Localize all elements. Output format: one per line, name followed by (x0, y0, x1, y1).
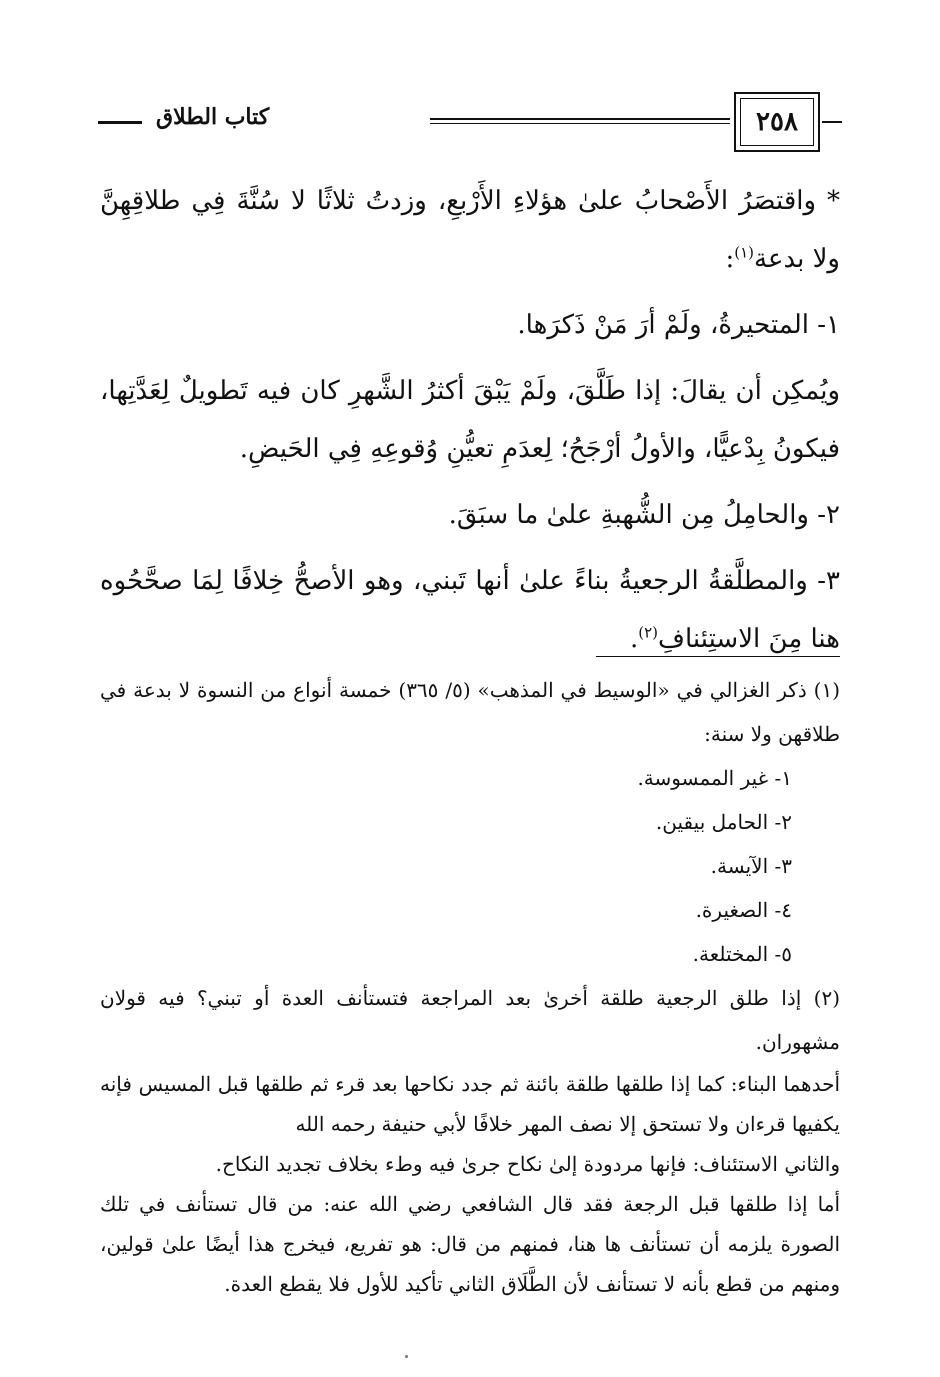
discussion-paragraph: ويُمكِن أن يقالَ: إذا طَلَّقَ، ولَمْ يَبْقَ أكثرُ الشَّهرِ كان فيه تَطويلٌ لِعَدَّتِها، فيكونُ بِدْعيًّا، والأولُ أرْجَحُ؛ لِعدَمِ تعيُّنِ وُقوعِهِ فِي الحَيضِ. (100, 376, 840, 464)
book-title: كتاب الطلاق (156, 104, 270, 130)
footnote-2-para-2: والثاني الاستئناف: فإنها مردودة إلىٰ نكاح جرىٰ فيه وطء بخلاف تجديد النكاح. (215, 1152, 840, 1176)
footnote-1-item: ٤- الصغيرة. (695, 898, 792, 922)
footnote-separator (596, 656, 840, 657)
header-rule-left (98, 121, 142, 124)
footnote-2-para-1: أحدهما البناء: كما إذا طلقها طلقة بائنة ثم جدد نكاحها بعد قرء ثم طلقها قبل المسيس فإنه يكفيها قرءان ولا تستحق إلا نصف المهر خلافًا لأبي حنيفة رحمه الله (100, 1072, 840, 1136)
page-number-frame (734, 92, 820, 152)
main-text (100, 172, 840, 676)
item3-end: . (629, 624, 639, 654)
list-item-1: ١- المتحيرةُ، ولَمْ أرَ مَنْ ذَكرَها. (517, 310, 840, 340)
footnote-1-intro: (١) ذكر الغزالي في «الوسيط في المذهب» (٥/ ٣٦٥) خمسة أنواع من النسوة لا بدعة في طلاقهن ولا سنة: (100, 678, 840, 746)
footnote-2-para-3: أما إذا طلقها قبل الرجعة فقد قال الشافعي رضي الله عنه: من قال تستأنف في تلك الصورة يلزمه أن تستأنف ها هنا، فمنهم من قال: هو تفريع، فيخرج هذا أيضًا علىٰ قولين، ومنهم من قطع بأنه لا تستأنف لأن الطَّلَاق الثاني تأكيد للأول فلا يقطع العدة. (100, 1192, 840, 1296)
header-rule-double (430, 118, 730, 124)
footnote-1-item: ٣- الآيسة. (710, 854, 792, 878)
footnote-ref-1: (١) (734, 243, 754, 262)
list-item-2: ٢- والحامِلُ مِن الشُّهبةِ علىٰ ما سبَقَ. (448, 500, 840, 530)
footnote-2-intro: (٢) إذا طلق الرجعية طلقة أخرىٰ بعد المراجعة فتستأنف العدة أو تبني؟ فيه قولان مشهوران. (100, 986, 840, 1054)
intro-text: * واقتصَرُ الأَصْحابُ علىٰ هؤلاءِ الأَرْبعِ، وزدتُ ثلاثًا لا سُنَّةَ فِي طلاقِهِنَّ ولا بدعة (100, 186, 840, 274)
intro-end: : (725, 244, 735, 274)
page-header (98, 92, 842, 154)
print-mark (405, 1355, 408, 1358)
intro-paragraph (100, 172, 840, 288)
footnote-1-item: ٢- الحامل بيقين. (655, 810, 792, 834)
footnotes (100, 668, 840, 1304)
header-rule-right (822, 121, 842, 123)
footnote-1-item: ١- غير الممسوسة. (637, 766, 792, 790)
footnote-1-item: ٥- المختلعة. (692, 942, 792, 966)
page-number: ٢٥٨ (740, 98, 814, 146)
footnote-ref-2: (٢) (638, 623, 659, 642)
list-item-3 (100, 552, 840, 668)
item3-text: ٣- والمطلَّقةُ الرجعيةُ بناءً علىٰ أنها تَبني، وهو الأصحُّ خِلافًا لِمَا صحَّحُوه هنا مِنَ الاستِئنافِ (100, 566, 840, 654)
